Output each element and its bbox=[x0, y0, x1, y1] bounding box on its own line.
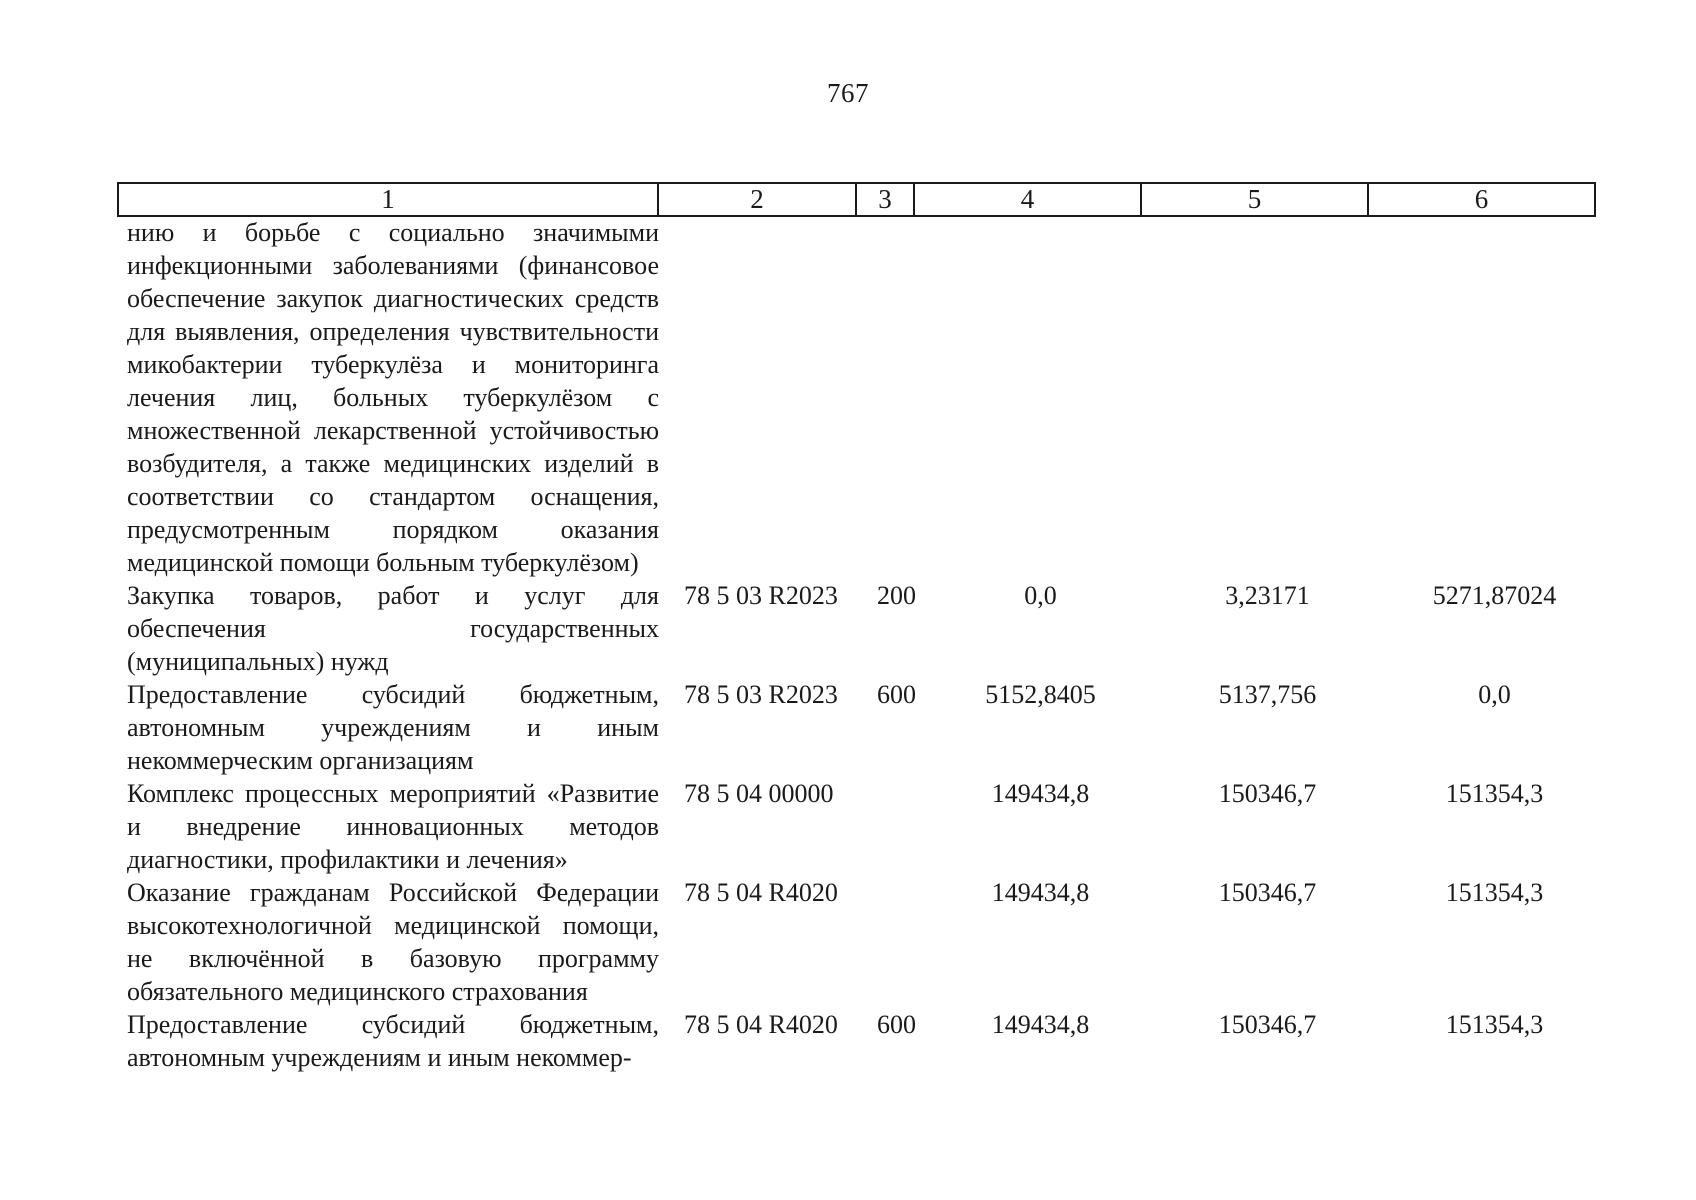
row-value-4: 149434,8 bbox=[991, 1010, 1090, 1039]
row-value-6: 0,0 bbox=[1478, 680, 1511, 709]
row-description: Комплекс процессных мероприятий «Развитие и внедрение инновационных методов диагностики, профилактики и лечения» bbox=[127, 779, 659, 874]
row-type bbox=[867, 876, 927, 1008]
column-header-5: 5 bbox=[1141, 183, 1368, 216]
column-header-3: 3 bbox=[856, 183, 914, 216]
row-code: 78 5 04 00000 bbox=[684, 779, 834, 808]
row-code: 78 5 04 R4020 bbox=[684, 878, 838, 907]
row-code: 78 5 03 R2023 bbox=[684, 680, 838, 709]
budget-table bbox=[117, 216, 1608, 1074]
table-row bbox=[117, 1008, 1608, 1074]
column-header-2: 2 bbox=[658, 183, 856, 216]
row-value-5: 150346,7 bbox=[1218, 779, 1317, 808]
column-header-table bbox=[117, 182, 1596, 217]
row-value-5: 150346,7 bbox=[1218, 1010, 1317, 1039]
row-value-6: 5271,87024 bbox=[1432, 581, 1557, 610]
table-row bbox=[117, 579, 1608, 678]
row-value-4: 0,0 bbox=[1024, 581, 1057, 610]
row-type bbox=[867, 216, 927, 579]
row-value-5: 5137,756 bbox=[1218, 680, 1317, 709]
row-type: 200 bbox=[877, 581, 916, 610]
row-type bbox=[867, 777, 927, 876]
table-row bbox=[117, 678, 1608, 777]
row-value-4: 5152,8405 bbox=[985, 680, 1096, 709]
table-row bbox=[117, 777, 1608, 876]
row-value-6: 151354,3 bbox=[1445, 779, 1544, 808]
row-description: Оказание гражданам Российской Федерации высокотехнологичной медицинской помощи, не включённой в базовую программу обязательного медицинского страхования bbox=[127, 878, 659, 1006]
row-value-5 bbox=[1154, 216, 1381, 579]
row-value-4 bbox=[927, 216, 1154, 579]
row-code: 78 5 04 R4020 bbox=[684, 1010, 838, 1039]
row-value-6: 151354,3 bbox=[1445, 878, 1544, 907]
column-header-row bbox=[118, 183, 1595, 216]
row-value-5: 150346,7 bbox=[1218, 878, 1317, 907]
row-type: 600 bbox=[877, 1010, 916, 1039]
row-description: Предоставление субсидий бюджетным, автономным учреждениям и иным некоммерческим организациям bbox=[127, 680, 659, 775]
row-value-6 bbox=[1381, 216, 1608, 579]
row-value-4: 149434,8 bbox=[991, 878, 1090, 907]
row-value-5: 3,23171 bbox=[1225, 581, 1310, 610]
page-number: 767 bbox=[827, 78, 869, 108]
row-type: 600 bbox=[877, 680, 916, 709]
row-code bbox=[669, 216, 867, 579]
row-value-6: 151354,3 bbox=[1445, 1010, 1544, 1039]
row-description: Предоставление субсидий бюджетным, автономным учреждениям и иным некоммер- bbox=[127, 1010, 659, 1072]
row-description: нию и борьбе с социально значимыми инфекционными заболеваниями (финансовое обеспечение закупок диагностических средств для выявления, определения чувствительности микобактерии туберкулёза и мониторинга лечения лиц, больных туберкулёзом с множественной лекарственной устойчивостью возбудителя, а также медицинских изделий в соответствии со стандартом оснащения, предусмотренным порядком оказания медицинской помощи больным туберкулёзом) bbox=[127, 218, 659, 577]
row-description: Закупка товаров, работ и услуг для обеспечения государственных (муниципальных) нужд bbox=[127, 581, 659, 676]
row-value-4: 149434,8 bbox=[991, 779, 1090, 808]
table-row bbox=[117, 876, 1608, 1008]
row-code: 78 5 03 R2023 bbox=[684, 581, 838, 610]
column-header-4: 4 bbox=[914, 183, 1141, 216]
column-header-6: 6 bbox=[1368, 183, 1595, 216]
table-row bbox=[117, 216, 1608, 579]
column-header-1: 1 bbox=[118, 183, 658, 216]
